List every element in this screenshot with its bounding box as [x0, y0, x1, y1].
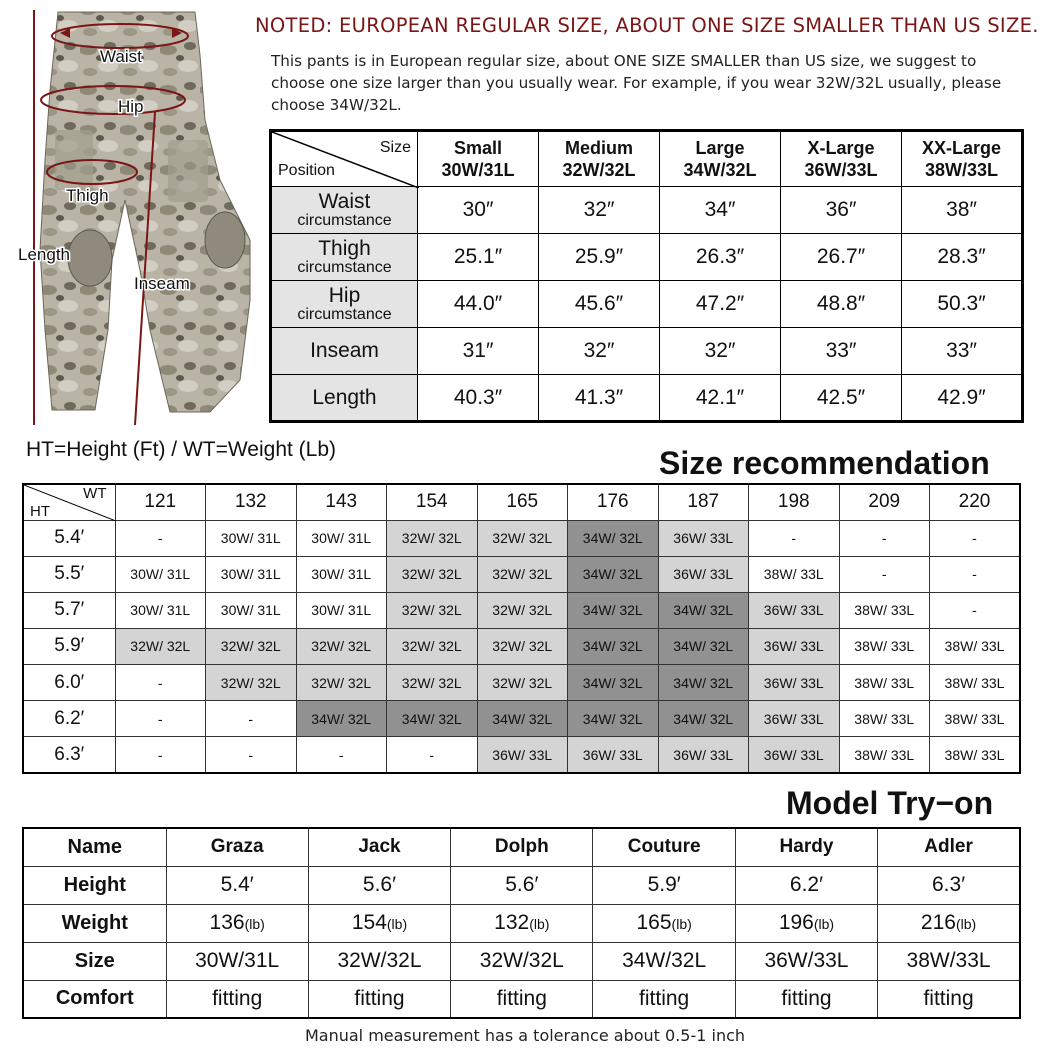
- recommended-size-cell: 38W/ 33L: [930, 701, 1021, 737]
- height-row: [23, 665, 1020, 701]
- recommended-size-cell: 32W/ 32L: [387, 556, 478, 592]
- recommended-size-cell: 34W/ 32L: [658, 665, 749, 701]
- hip-label: Hip: [118, 97, 144, 116]
- model-height-cell: [308, 866, 450, 904]
- model-row-label: Comfort: [23, 980, 166, 1018]
- model-height-cell: [593, 866, 735, 904]
- recommended-size-cell: 36W/ 33L: [477, 737, 568, 773]
- recommended-size-cell: 30W/ 31L: [206, 592, 297, 628]
- position-label-cell: [271, 281, 418, 328]
- model-weight-value: 165: [636, 911, 672, 934]
- recommended-size-cell: -: [206, 737, 297, 773]
- position-label: Inseam: [310, 339, 379, 362]
- model-height-value: 6.3′: [932, 873, 966, 896]
- weight-header: 198: [749, 484, 840, 520]
- model-name-value: Adler: [924, 836, 973, 858]
- model-comfort-cell: [735, 980, 877, 1018]
- size-header-large: Large 34W/32L: [660, 131, 781, 187]
- corner-position-label: Position: [278, 162, 335, 179]
- model-weight-value: 154: [351, 911, 387, 934]
- model-size-value: 32W/32L: [479, 949, 564, 972]
- recommended-size-cell: 34W/ 32L: [568, 701, 659, 737]
- model-size-value: 36W/33L: [764, 949, 849, 972]
- length-label: Length: [18, 245, 70, 264]
- recommended-size-cell: 32W/ 32L: [477, 556, 568, 592]
- model-height-cell: [166, 866, 308, 904]
- measurement-value: 31″: [418, 328, 539, 375]
- height-row: [23, 628, 1020, 664]
- height-header: 5.9′: [23, 628, 115, 664]
- model-size-value: 30W/31L: [195, 949, 280, 972]
- weight-unit: (lb): [955, 916, 977, 932]
- model-name-cell: [308, 828, 450, 866]
- recommended-size-cell: -: [930, 556, 1021, 592]
- recommended-size-cell: 32W/ 32L: [477, 520, 568, 556]
- recommended-size-cell: -: [930, 592, 1021, 628]
- recommended-size-cell: 36W/ 33L: [658, 737, 749, 773]
- model-weight-cell: [308, 904, 450, 942]
- height-header: 5.4′: [23, 520, 115, 556]
- model-comfort-value: fitting: [781, 986, 832, 1010]
- height-header: 5.7′: [23, 592, 115, 628]
- recommended-size-cell: 32W/ 32L: [206, 628, 297, 664]
- model-size-value: 32W/32L: [337, 949, 422, 972]
- size-chart-table: [269, 129, 1024, 423]
- recommended-size-cell: 38W/ 33L: [930, 737, 1021, 773]
- position-label-cell: [271, 234, 418, 281]
- measurement-value: 33″: [902, 328, 1023, 375]
- weight-header: 176: [568, 484, 659, 520]
- model-weight-value: 132: [494, 911, 530, 934]
- recommended-size-cell: 38W/ 33L: [930, 665, 1021, 701]
- recommended-size-cell: 32W/ 32L: [477, 628, 568, 664]
- weight-header: 121: [115, 484, 206, 520]
- position-label: Waist: [318, 189, 371, 213]
- height-header: 5.5′: [23, 556, 115, 592]
- measurement-footnote: Manual measurement has a tolerance about 0.5-1 inch: [304, 1026, 746, 1045]
- measurement-value: 42.9″: [902, 375, 1023, 422]
- recommended-size-cell: 34W/ 32L: [658, 592, 749, 628]
- model-height-value: 5.9′: [647, 873, 681, 896]
- recommended-size-cell: 32W/ 32L: [296, 665, 387, 701]
- model-size-cell: [308, 942, 450, 980]
- model-comfort-cell: [451, 980, 593, 1018]
- recommended-size-cell: 30W/ 31L: [115, 592, 206, 628]
- inseam-label: Inseam: [134, 274, 190, 293]
- model-weight-cell: [451, 904, 593, 942]
- weight-unit: (lb): [813, 916, 835, 932]
- model-comfort-value: fitting: [639, 986, 690, 1010]
- height-row: [23, 701, 1020, 737]
- weight-header-row: [23, 484, 1020, 520]
- height-row: [23, 737, 1020, 773]
- model-row-comfort: [23, 980, 1020, 1018]
- model-weight-cell: [166, 904, 308, 942]
- size-header-row: [271, 131, 1023, 187]
- recommended-size-cell: 30W/ 31L: [115, 556, 206, 592]
- measurement-value: 45.6″: [539, 281, 660, 328]
- model-height-cell: [878, 866, 1020, 904]
- model-row-size: [23, 942, 1020, 980]
- position-sublabel: circumstance: [297, 211, 392, 229]
- recommended-size-cell: 36W/ 33L: [749, 592, 840, 628]
- recommended-size-cell: -: [115, 737, 206, 773]
- recommended-size-cell: 36W/ 33L: [749, 665, 840, 701]
- weight-unit: (lb): [671, 916, 692, 932]
- model-comfort-value: fitting: [212, 986, 263, 1010]
- weight-header: 220: [930, 484, 1021, 520]
- model-name-value: Hardy: [779, 836, 834, 858]
- recommended-size-cell: -: [930, 520, 1021, 556]
- recommended-size-cell: 38W/ 33L: [839, 628, 930, 664]
- size-position-corner: [271, 131, 418, 187]
- ht-wt-corner: [23, 484, 115, 520]
- model-weight-cell: [878, 904, 1020, 942]
- model-weight-value: 196: [778, 911, 814, 934]
- model-tryon-table: [22, 827, 1021, 1019]
- model-name-value: Couture: [627, 836, 701, 858]
- measurement-value: 47.2″: [660, 281, 781, 328]
- position-label-cell: [271, 328, 418, 375]
- model-weight-value: 216: [920, 911, 956, 934]
- notice-title: NOTED: EUROPEAN REGULAR SIZE, ABOUT ONE SIZE SMALLER THAN US SIZE.: [255, 14, 1039, 37]
- recommended-size-cell: 32W/ 32L: [206, 665, 297, 701]
- weight-unit: (lb): [386, 916, 408, 932]
- recommended-size-cell: 34W/ 32L: [658, 701, 749, 737]
- measurement-value: 36″: [781, 187, 902, 234]
- model-row-height: [23, 866, 1020, 904]
- weight-header: 165: [477, 484, 568, 520]
- recommended-size-cell: 34W/ 32L: [477, 701, 568, 737]
- recommended-size-cell: 36W/ 33L: [658, 520, 749, 556]
- measurement-value: 40.3″: [418, 375, 539, 422]
- weight-header: 209: [839, 484, 930, 520]
- model-comfort-value: fitting: [496, 986, 547, 1010]
- size-header-xlarge: X-Large 36W/33L: [781, 131, 902, 187]
- position-label: Length: [312, 385, 377, 409]
- recommended-size-cell: 34W/ 32L: [568, 556, 659, 592]
- model-row-label: Weight: [23, 904, 166, 942]
- model-height-cell: [735, 866, 877, 904]
- measurement-value: 42.1″: [660, 375, 781, 422]
- recommended-size-cell: -: [115, 665, 206, 701]
- size-row-waist: [271, 187, 1023, 234]
- model-comfort-value: fitting: [354, 986, 405, 1010]
- model-row-label: Height: [23, 866, 166, 904]
- measurement-value: 28.3″: [902, 234, 1023, 281]
- model-comfort-value: fitting: [923, 986, 974, 1010]
- measurement-value: 41.3″: [539, 375, 660, 422]
- weight-header: 143: [296, 484, 387, 520]
- model-comfort-cell: [166, 980, 308, 1018]
- recommended-size-cell: 36W/ 33L: [568, 737, 659, 773]
- measurement-value: 48.8″: [781, 281, 902, 328]
- size-row-length: [271, 375, 1023, 422]
- measurement-value: 50.3″: [902, 281, 1023, 328]
- model-weight-cell: [735, 904, 877, 942]
- measurement-value: 34″: [660, 187, 781, 234]
- recommended-size-cell: 32W/ 32L: [387, 520, 478, 556]
- model-size-value: 38W/33L: [906, 949, 991, 972]
- recommended-size-cell: -: [387, 737, 478, 773]
- recommended-size-cell: 34W/ 32L: [296, 701, 387, 737]
- model-height-cell: [451, 866, 593, 904]
- ht-wt-legend: HT=Height (Ft) / WT=Weight (Lb): [26, 438, 337, 461]
- model-comfort-cell: [308, 980, 450, 1018]
- recommended-size-cell: 30W/ 31L: [296, 520, 387, 556]
- model-height-value: 5.6′: [362, 873, 397, 896]
- recommended-size-cell: 34W/ 32L: [568, 665, 659, 701]
- measurement-value: 30″: [418, 187, 539, 234]
- model-tryon-heading: Model Try−on: [786, 785, 994, 821]
- measurement-value: 38″: [902, 187, 1023, 234]
- model-name-cell: [735, 828, 877, 866]
- weight-header: 132: [206, 484, 297, 520]
- corner-wt-label: WT: [83, 485, 107, 502]
- size-row-inseam: [271, 328, 1023, 375]
- recommended-size-cell: 32W/ 32L: [387, 665, 478, 701]
- recommended-size-cell: -: [839, 556, 930, 592]
- position-sublabel: circumstance: [297, 258, 392, 276]
- recommended-size-cell: 32W/ 32L: [477, 592, 568, 628]
- recommended-size-cell: -: [115, 520, 206, 556]
- weight-unit: (lb): [529, 916, 550, 932]
- recommended-size-cell: 30W/ 31L: [296, 592, 387, 628]
- position-label: Thigh: [318, 236, 371, 260]
- recommended-size-cell: 36W/ 33L: [749, 628, 840, 664]
- recommended-size-cell: 34W/ 32L: [658, 628, 749, 664]
- model-name-value: Jack: [358, 836, 401, 858]
- recommended-size-cell: -: [839, 520, 930, 556]
- model-height-value: 5.4′: [220, 873, 254, 896]
- size-header-medium: Medium 32W/32L: [539, 131, 660, 187]
- recommended-size-cell: 38W/ 33L: [749, 556, 840, 592]
- model-row-label: Size: [23, 942, 166, 980]
- size-row-hip: [271, 281, 1023, 328]
- model-size-cell: [593, 942, 735, 980]
- waist-label: Waist: [100, 47, 142, 66]
- recommended-size-cell: -: [749, 520, 840, 556]
- model-name-value: Graza: [210, 836, 264, 858]
- recommended-size-cell: 34W/ 32L: [387, 701, 478, 737]
- recommended-size-cell: 32W/ 32L: [115, 628, 206, 664]
- recommended-size-cell: -: [206, 701, 297, 737]
- measurement-value: 25.1″: [418, 234, 539, 281]
- recommended-size-cell: 34W/ 32L: [568, 520, 659, 556]
- weight-header: 154: [387, 484, 478, 520]
- position-sublabel: circumstance: [297, 305, 392, 323]
- model-comfort-cell: [878, 980, 1020, 1018]
- size-recommendation-heading: Size recommendation: [659, 445, 990, 481]
- recommended-size-cell: 32W/ 32L: [296, 628, 387, 664]
- recommended-size-cell: 34W/ 32L: [568, 628, 659, 664]
- model-name-cell: [451, 828, 593, 866]
- height-row: [23, 556, 1020, 592]
- model-height-value: 6.2′: [789, 873, 824, 896]
- model-size-cell: [735, 942, 877, 980]
- camo-pants-image: [0, 0, 265, 430]
- size-header-xxlarge: XX-Large 38W/33L: [902, 131, 1023, 187]
- model-height-value: 5.6′: [505, 873, 539, 896]
- height-header: 6.3′: [23, 737, 115, 773]
- recommended-size-cell: 38W/ 33L: [839, 665, 930, 701]
- height-header: 6.2′: [23, 701, 115, 737]
- model-comfort-cell: [593, 980, 735, 1018]
- model-row-label: Name: [23, 828, 166, 866]
- recommended-size-cell: 38W/ 33L: [839, 737, 930, 773]
- corner-size-label: Size: [379, 139, 411, 156]
- measurement-value: 44.0″: [418, 281, 539, 328]
- recommended-size-cell: 32W/ 32L: [477, 665, 568, 701]
- recommended-size-cell: 30W/ 31L: [206, 520, 297, 556]
- model-size-cell: [166, 942, 308, 980]
- measurement-value: 42.5″: [781, 375, 902, 422]
- model-size-value: 34W/32L: [622, 949, 707, 972]
- recommended-size-cell: 36W/ 33L: [749, 701, 840, 737]
- model-weight-cell: [593, 904, 735, 942]
- recommended-size-cell: 38W/ 33L: [930, 628, 1021, 664]
- size-header-small: Small 30W/31L: [418, 131, 539, 187]
- model-row-weight: [23, 904, 1020, 942]
- position-label-cell: [271, 375, 418, 422]
- model-weight-value: 136: [209, 911, 245, 934]
- measurement-value: 26.3″: [660, 234, 781, 281]
- recommended-size-cell: 36W/ 33L: [658, 556, 749, 592]
- height-header: 6.0′: [23, 665, 115, 701]
- recommended-size-cell: 32W/ 32L: [387, 628, 478, 664]
- measurement-value: 26.7″: [781, 234, 902, 281]
- recommended-size-cell: 32W/ 32L: [387, 592, 478, 628]
- recommended-size-cell: 30W/ 31L: [206, 556, 297, 592]
- position-label-cell: [271, 187, 418, 234]
- height-row: [23, 592, 1020, 628]
- model-size-cell: [878, 942, 1020, 980]
- height-row: [23, 520, 1020, 556]
- model-name-value: Dolph: [494, 836, 549, 858]
- measurement-value: 32″: [660, 328, 781, 375]
- model-name-cell: [878, 828, 1020, 866]
- recommended-size-cell: 36W/ 33L: [749, 737, 840, 773]
- measurement-value: 25.9″: [539, 234, 660, 281]
- position-label: Hip: [328, 283, 361, 307]
- recommended-size-cell: -: [115, 701, 206, 737]
- weight-unit: (lb): [244, 916, 265, 932]
- measurement-value: 33″: [781, 328, 902, 375]
- notice-body: This pants is in European regular size, about ONE SIZE SMALLER than US size, we suggest to choose one size larger than you usually wear. For example, if you wear 32W/32L usually, please choose 34W/32L.: [271, 52, 1002, 114]
- model-row-name: [23, 828, 1020, 866]
- size-row-thigh: [271, 234, 1023, 281]
- measurement-value: 32″: [539, 328, 660, 375]
- weight-header: 187: [658, 484, 749, 520]
- corner-ht-label: HT: [30, 502, 50, 520]
- recommended-size-cell: -: [296, 737, 387, 773]
- model-size-cell: [451, 942, 593, 980]
- recommended-size-cell: 38W/ 33L: [839, 701, 930, 737]
- recommended-size-cell: 34W/ 32L: [568, 592, 659, 628]
- recommended-size-cell: 38W/ 33L: [839, 592, 930, 628]
- thigh-label: Thigh: [66, 186, 109, 205]
- model-name-cell: [593, 828, 735, 866]
- recommended-size-cell: 30W/ 31L: [296, 556, 387, 592]
- model-name-cell: [166, 828, 308, 866]
- size-recommendation-table: [22, 483, 1021, 774]
- measurement-value: 32″: [539, 187, 660, 234]
- pants-measurement-illustration: [0, 0, 265, 430]
